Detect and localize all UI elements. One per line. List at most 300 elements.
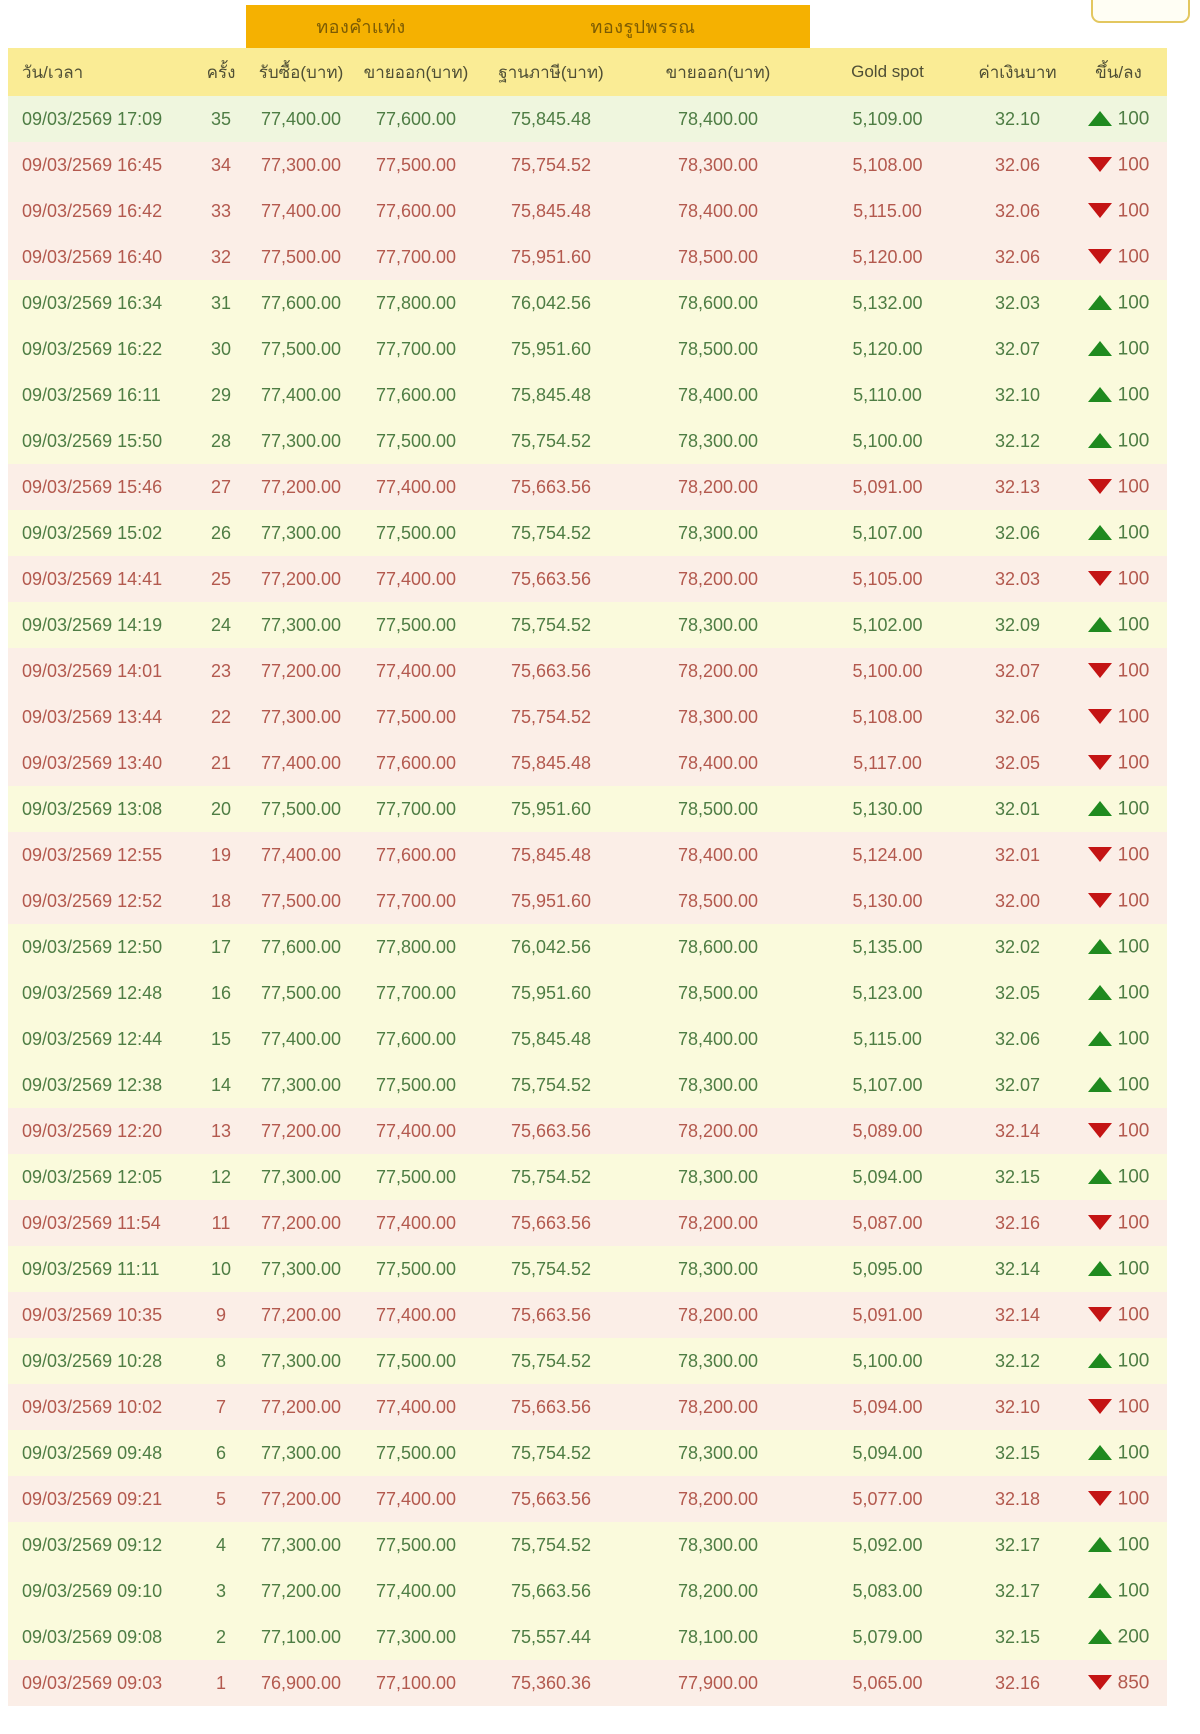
table-row (8, 464, 1167, 510)
down-arrow-icon (1088, 1307, 1112, 1322)
cell-sell: 77,700.00 (375, 798, 457, 819)
cell-tax-base: 75,754.52 (510, 1350, 592, 1371)
change-value: 100 (1117, 292, 1150, 314)
cell-ornament-sell: 78,300.00 (677, 1166, 759, 1187)
cell-ornament-sell: 77,900.00 (677, 1672, 759, 1693)
cell-tax-base: 75,754.52 (510, 1258, 592, 1279)
cell-sell: 77,500.00 (375, 1258, 457, 1279)
cell-ornament-sell: 78,100.00 (677, 1626, 759, 1647)
cell-datetime: 09/03/2569 16:34 (22, 292, 163, 313)
col-header-buy: รับซื้อ(บาท) (246, 48, 356, 96)
cell-round: 17 (210, 936, 232, 957)
cell-ornament-sell: 78,500.00 (677, 982, 759, 1003)
up-arrow-icon (1088, 1583, 1112, 1598)
cell-buy: 77,500.00 (260, 246, 342, 267)
cell-gold-spot: 5,091.00 (852, 476, 923, 497)
cell-round: 14 (210, 1074, 232, 1095)
cell-up-down (1070, 234, 1167, 280)
cell-buy: 77,300.00 (260, 1166, 342, 1187)
cell-round: 8 (215, 1350, 226, 1371)
cell-gold-spot: 5,100.00 (852, 1350, 923, 1371)
cell-round: 19 (210, 844, 232, 865)
cell-ornament-sell: 78,300.00 (677, 1074, 759, 1095)
cell-buy: 76,900.00 (260, 1672, 342, 1693)
cell-baht-rate: 32.14 (994, 1258, 1041, 1279)
cell-gold-spot: 5,094.00 (852, 1396, 923, 1417)
cell-baht-rate: 32.16 (994, 1672, 1041, 1693)
cell-up-down (1070, 556, 1167, 602)
cell-round: 16 (210, 982, 232, 1003)
down-arrow-icon (1088, 249, 1112, 264)
cell-baht-rate: 32.07 (994, 1074, 1041, 1095)
cell-tax-base: 75,754.52 (510, 154, 592, 175)
cell-tax-base: 75,663.56 (510, 1396, 592, 1417)
cell-datetime: 09/03/2569 11:11 (22, 1258, 160, 1279)
cell-tax-base: 75,845.48 (510, 752, 592, 773)
cell-sell: 77,400.00 (375, 1212, 457, 1233)
cell-ornament-sell: 78,300.00 (677, 1258, 759, 1279)
up-arrow-icon (1088, 1169, 1112, 1184)
col-header-tax-base: ฐานภาษี(บาท) (476, 48, 626, 96)
cell-tax-base: 75,663.56 (510, 1304, 592, 1325)
cell-buy: 77,300.00 (260, 1442, 342, 1463)
cell-gold-spot: 5,105.00 (852, 568, 923, 589)
change-value: 100 (1117, 614, 1150, 636)
cell-up-down (1070, 1338, 1167, 1384)
cell-up-down (1070, 96, 1167, 142)
cell-ornament-sell: 78,400.00 (677, 844, 759, 865)
cell-datetime: 09/03/2569 11:54 (22, 1212, 161, 1233)
cell-sell: 77,500.00 (375, 1442, 457, 1463)
cell-up-down (1070, 188, 1167, 234)
table-row (8, 510, 1167, 556)
cell-round: 10 (210, 1258, 232, 1279)
cell-buy: 77,200.00 (260, 568, 342, 589)
table-row (8, 326, 1167, 372)
cell-datetime: 09/03/2569 10:28 (22, 1350, 163, 1371)
cell-buy: 77,500.00 (260, 798, 342, 819)
change-value: 100 (1117, 1258, 1150, 1280)
change-value: 100 (1117, 476, 1150, 498)
change-value: 100 (1117, 568, 1150, 590)
cell-gold-spot: 5,094.00 (852, 1442, 923, 1463)
cell-baht-rate: 32.18 (994, 1488, 1041, 1509)
cell-baht-rate: 32.05 (994, 982, 1041, 1003)
cell-sell: 77,600.00 (375, 384, 457, 405)
cell-sell: 77,600.00 (375, 200, 457, 221)
cell-gold-spot: 5,065.00 (852, 1672, 923, 1693)
cell-gold-spot: 5,102.00 (852, 614, 923, 635)
cell-gold-spot: 5,079.00 (852, 1626, 923, 1647)
cell-gold-spot: 5,091.00 (852, 1304, 923, 1325)
change-value: 200 (1117, 1626, 1150, 1648)
cell-baht-rate: 32.09 (994, 614, 1041, 635)
cell-gold-spot: 5,094.00 (852, 1166, 923, 1187)
cell-sell: 77,700.00 (375, 338, 457, 359)
up-arrow-icon (1088, 1077, 1112, 1092)
up-arrow-icon (1088, 1629, 1112, 1644)
cell-sell: 77,600.00 (375, 844, 457, 865)
table-row (8, 1430, 1167, 1476)
cell-baht-rate: 32.05 (994, 752, 1041, 773)
cell-buy: 77,300.00 (260, 1074, 342, 1095)
cell-up-down (1070, 1614, 1167, 1660)
cell-tax-base: 75,663.56 (510, 660, 592, 681)
up-arrow-icon (1088, 1261, 1112, 1276)
cell-up-down (1070, 740, 1167, 786)
cell-datetime: 09/03/2569 09:21 (22, 1488, 163, 1509)
cell-sell: 77,500.00 (375, 706, 457, 727)
change-value: 100 (1117, 1580, 1150, 1602)
cell-up-down (1070, 326, 1167, 372)
up-arrow-icon (1088, 1353, 1112, 1368)
cell-up-down (1070, 1016, 1167, 1062)
cell-sell: 77,700.00 (375, 246, 457, 267)
cell-datetime: 09/03/2569 15:46 (22, 476, 163, 497)
cell-buy: 77,500.00 (260, 890, 342, 911)
cell-gold-spot: 5,115.00 (853, 1028, 922, 1049)
up-arrow-icon (1088, 1445, 1112, 1460)
cell-baht-rate: 32.13 (994, 476, 1041, 497)
cell-up-down (1070, 510, 1167, 556)
cell-ornament-sell: 78,600.00 (677, 292, 759, 313)
cell-gold-spot: 5,120.00 (852, 246, 923, 267)
table-row (8, 1614, 1167, 1660)
cell-gold-spot: 5,108.00 (852, 706, 923, 727)
cell-ornament-sell: 78,200.00 (677, 1212, 759, 1233)
cell-round: 25 (210, 568, 232, 589)
cell-tax-base: 75,754.52 (510, 1534, 592, 1555)
cell-sell: 77,500.00 (375, 430, 457, 451)
cell-gold-spot: 5,107.00 (852, 1074, 923, 1095)
cell-tax-base: 75,951.60 (510, 246, 592, 267)
cell-round: 22 (210, 706, 232, 727)
cell-up-down (1070, 694, 1167, 740)
up-arrow-icon (1088, 295, 1112, 310)
cell-buy: 77,200.00 (260, 1212, 342, 1233)
cell-tax-base: 75,951.60 (510, 338, 592, 359)
cell-tax-base: 75,845.48 (510, 108, 592, 129)
cell-datetime: 09/03/2569 12:05 (22, 1166, 163, 1187)
cell-buy: 77,300.00 (260, 430, 342, 451)
table-row (8, 142, 1167, 188)
table-row (8, 1522, 1167, 1568)
cell-up-down (1070, 1154, 1167, 1200)
cell-ornament-sell: 78,500.00 (677, 246, 759, 267)
cell-buy: 77,400.00 (260, 108, 342, 129)
cell-tax-base: 75,663.56 (510, 568, 592, 589)
table-row (8, 1568, 1167, 1614)
cell-datetime: 09/03/2569 12:50 (22, 936, 163, 957)
change-value: 100 (1117, 752, 1150, 774)
cell-up-down (1070, 464, 1167, 510)
cell-buy: 77,300.00 (260, 1534, 342, 1555)
cell-buy: 77,600.00 (260, 936, 342, 957)
cell-ornament-sell: 78,200.00 (677, 660, 759, 681)
change-value: 100 (1117, 1396, 1150, 1418)
cell-sell: 77,500.00 (375, 614, 457, 635)
cell-buy: 77,300.00 (260, 522, 342, 543)
cell-ornament-sell: 78,200.00 (677, 568, 759, 589)
cell-ornament-sell: 78,400.00 (677, 1028, 759, 1049)
cell-baht-rate: 32.06 (994, 1028, 1041, 1049)
cell-sell: 77,400.00 (375, 1120, 457, 1141)
cell-ornament-sell: 78,600.00 (677, 936, 759, 957)
table-row (8, 740, 1167, 786)
down-arrow-icon (1088, 479, 1112, 494)
cell-datetime: 09/03/2569 12:52 (22, 890, 163, 911)
cell-round: 11 (211, 1212, 231, 1233)
up-arrow-icon (1088, 387, 1112, 402)
cell-round: 3 (215, 1580, 226, 1601)
cell-up-down (1070, 924, 1167, 970)
cell-buy: 77,500.00 (260, 338, 342, 359)
cell-ornament-sell: 78,200.00 (677, 1120, 759, 1141)
cell-buy: 77,400.00 (260, 384, 342, 405)
cell-ornament-sell: 78,300.00 (677, 522, 759, 543)
cell-tax-base: 75,360.36 (510, 1672, 592, 1693)
col-header-up-down: ขึ้น/ลง (1070, 48, 1167, 96)
cell-datetime: 09/03/2569 16:45 (22, 154, 163, 175)
cell-ornament-sell: 78,500.00 (677, 798, 759, 819)
cell-up-down (1070, 1062, 1167, 1108)
cell-round: 5 (215, 1488, 226, 1509)
cell-baht-rate: 32.06 (994, 154, 1041, 175)
cell-up-down (1070, 418, 1167, 464)
cell-sell: 77,400.00 (375, 1304, 457, 1325)
cell-ornament-sell: 78,300.00 (677, 1442, 759, 1463)
table-row (8, 1246, 1167, 1292)
cell-gold-spot: 5,117.00 (853, 752, 922, 773)
cell-buy: 77,100.00 (260, 1626, 342, 1647)
table-row (8, 602, 1167, 648)
cell-up-down (1070, 142, 1167, 188)
cell-round: 33 (210, 200, 232, 221)
change-value: 100 (1117, 1350, 1150, 1372)
change-value: 100 (1117, 706, 1150, 728)
cell-baht-rate: 32.01 (994, 798, 1041, 819)
cell-datetime: 09/03/2569 15:02 (22, 522, 163, 543)
cell-buy: 77,200.00 (260, 660, 342, 681)
down-arrow-icon (1088, 847, 1112, 862)
cell-datetime: 09/03/2569 13:44 (22, 706, 163, 727)
cell-gold-spot: 5,132.00 (852, 292, 923, 313)
column-header-row (8, 48, 1167, 96)
cell-baht-rate: 32.12 (994, 430, 1041, 451)
cell-up-down (1070, 1292, 1167, 1338)
cell-tax-base: 75,663.56 (510, 1580, 592, 1601)
cell-buy: 77,300.00 (260, 154, 342, 175)
cell-sell: 77,100.00 (375, 1672, 457, 1693)
change-value: 100 (1117, 430, 1150, 452)
cell-round: 4 (215, 1534, 226, 1555)
group-header-spacer-left (8, 5, 246, 48)
cell-round: 31 (210, 292, 232, 313)
change-value: 100 (1117, 338, 1150, 360)
down-arrow-icon (1088, 663, 1112, 678)
cell-datetime: 09/03/2569 12:20 (22, 1120, 163, 1141)
cell-up-down (1070, 1384, 1167, 1430)
cell-sell: 77,600.00 (375, 108, 457, 129)
cell-buy: 77,400.00 (260, 844, 342, 865)
cell-ornament-sell: 78,300.00 (677, 1534, 759, 1555)
cell-round: 1 (215, 1672, 226, 1693)
cell-tax-base: 75,754.52 (510, 706, 592, 727)
up-arrow-icon (1088, 1537, 1112, 1552)
cell-round: 35 (210, 108, 232, 129)
cell-sell: 77,600.00 (375, 752, 457, 773)
table-row (8, 1384, 1167, 1430)
cell-buy: 77,400.00 (260, 1028, 342, 1049)
cell-round: 9 (215, 1304, 226, 1325)
cell-gold-spot: 5,100.00 (852, 660, 923, 681)
cell-sell: 77,400.00 (375, 476, 457, 497)
cell-tax-base: 75,951.60 (510, 890, 592, 911)
cell-baht-rate: 32.03 (994, 568, 1041, 589)
cell-ornament-sell: 78,200.00 (677, 1396, 759, 1417)
cell-ornament-sell: 78,300.00 (677, 154, 759, 175)
cell-datetime: 09/03/2569 14:41 (22, 568, 163, 589)
table-row (8, 1108, 1167, 1154)
cell-datetime: 09/03/2569 12:38 (22, 1074, 163, 1095)
cell-buy: 77,400.00 (260, 752, 342, 773)
up-arrow-icon (1088, 111, 1112, 126)
cell-ornament-sell: 78,300.00 (677, 706, 759, 727)
cell-gold-spot: 5,130.00 (852, 890, 923, 911)
cell-tax-base: 75,754.52 (510, 614, 592, 635)
cell-sell: 77,300.00 (375, 1626, 457, 1647)
col-header-round: ครั้ง (196, 48, 246, 96)
cell-gold-spot: 5,100.00 (852, 430, 923, 451)
table-row (8, 418, 1167, 464)
table-row (8, 556, 1167, 602)
cell-datetime: 09/03/2569 12:48 (22, 982, 163, 1003)
cell-baht-rate: 32.12 (994, 1350, 1041, 1371)
cell-baht-rate: 32.17 (994, 1534, 1041, 1555)
cell-ornament-sell: 78,200.00 (677, 1304, 759, 1325)
table-row (8, 1476, 1167, 1522)
col-header-sell: ขายออก(บาท) (356, 48, 476, 96)
cell-gold-spot: 5,092.00 (852, 1534, 923, 1555)
change-value: 100 (1117, 246, 1150, 268)
top-right-button[interactable] (1091, 0, 1190, 23)
cell-gold-spot: 5,087.00 (852, 1212, 923, 1233)
cell-gold-spot: 5,135.00 (852, 936, 923, 957)
table-row (8, 1154, 1167, 1200)
change-value: 100 (1117, 798, 1150, 820)
cell-gold-spot: 5,095.00 (852, 1258, 923, 1279)
table-row (8, 1016, 1167, 1062)
cell-baht-rate: 32.00 (994, 890, 1041, 911)
table-row (8, 1200, 1167, 1246)
cell-up-down (1070, 786, 1167, 832)
cell-round: 24 (210, 614, 232, 635)
cell-ornament-sell: 78,400.00 (677, 752, 759, 773)
table-row (8, 878, 1167, 924)
cell-buy: 77,200.00 (260, 476, 342, 497)
cell-baht-rate: 32.15 (994, 1442, 1041, 1463)
cell-gold-spot: 5,083.00 (852, 1580, 923, 1601)
cell-datetime: 09/03/2569 14:19 (22, 614, 163, 635)
cell-round: 7 (215, 1396, 226, 1417)
cell-datetime: 09/03/2569 17:09 (22, 108, 163, 129)
table-row (8, 832, 1167, 878)
change-value: 100 (1117, 522, 1150, 544)
cell-round: 23 (210, 660, 232, 681)
col-header-datetime: วัน/เวลา (8, 48, 196, 96)
cell-round: 15 (210, 1028, 232, 1049)
down-arrow-icon (1088, 203, 1112, 218)
cell-datetime: 09/03/2569 16:40 (22, 246, 163, 267)
cell-tax-base: 75,754.52 (510, 1166, 592, 1187)
cell-sell: 77,500.00 (375, 1350, 457, 1371)
cell-tax-base: 75,951.60 (510, 798, 592, 819)
change-value: 100 (1117, 1028, 1150, 1050)
up-arrow-icon (1088, 1031, 1112, 1046)
col-header-baht-rate: ค่าเงินบาท (965, 48, 1070, 96)
cell-datetime: 09/03/2569 16:42 (22, 200, 163, 221)
cell-ornament-sell: 78,200.00 (677, 476, 759, 497)
cell-ornament-sell: 78,300.00 (677, 430, 759, 451)
cell-datetime: 09/03/2569 12:55 (22, 844, 163, 865)
up-arrow-icon (1088, 985, 1112, 1000)
cell-baht-rate: 32.10 (994, 1396, 1041, 1417)
cell-sell: 77,400.00 (375, 1488, 457, 1509)
col-header-gold-spot: Gold spot (810, 48, 965, 96)
cell-gold-spot: 5,108.00 (852, 154, 923, 175)
cell-datetime: 09/03/2569 10:02 (22, 1396, 163, 1417)
cell-baht-rate: 32.10 (994, 384, 1041, 405)
cell-ornament-sell: 78,400.00 (677, 200, 759, 221)
cell-gold-spot: 5,130.00 (852, 798, 923, 819)
down-arrow-icon (1088, 157, 1112, 172)
change-value: 100 (1117, 1304, 1150, 1326)
cell-tax-base: 75,663.56 (510, 476, 592, 497)
cell-gold-spot: 5,115.00 (853, 200, 922, 221)
group-header-gold-bar: ทองคำแท่ง (246, 5, 476, 48)
cell-buy: 77,400.00 (260, 200, 342, 221)
cell-baht-rate: 32.03 (994, 292, 1041, 313)
change-value: 100 (1117, 1212, 1150, 1234)
cell-up-down (1070, 1568, 1167, 1614)
cell-sell: 77,400.00 (375, 1396, 457, 1417)
cell-baht-rate: 32.15 (994, 1626, 1041, 1647)
cell-datetime: 09/03/2569 14:01 (22, 660, 163, 681)
group-header-row (8, 5, 1167, 48)
cell-tax-base: 76,042.56 (510, 292, 592, 313)
cell-baht-rate: 32.17 (994, 1580, 1041, 1601)
cell-gold-spot: 5,123.00 (852, 982, 923, 1003)
down-arrow-icon (1088, 755, 1112, 770)
cell-up-down (1070, 1108, 1167, 1154)
down-arrow-icon (1088, 893, 1112, 908)
up-arrow-icon (1088, 341, 1112, 356)
cell-datetime: 09/03/2569 09:48 (22, 1442, 163, 1463)
cell-baht-rate: 32.01 (994, 844, 1041, 865)
cell-sell: 77,700.00 (375, 890, 457, 911)
cell-up-down (1070, 1200, 1167, 1246)
col-header-ornament-sell: ขายออก(บาท) (626, 48, 810, 96)
cell-round: 34 (210, 154, 232, 175)
change-value: 100 (1117, 1442, 1150, 1464)
cell-round: 6 (215, 1442, 226, 1463)
cell-up-down (1070, 648, 1167, 694)
cell-round: 20 (210, 798, 232, 819)
cell-round: 12 (210, 1166, 232, 1187)
cell-sell: 77,700.00 (375, 982, 457, 1003)
table-row (8, 694, 1167, 740)
cell-datetime: 09/03/2569 15:50 (22, 430, 163, 451)
